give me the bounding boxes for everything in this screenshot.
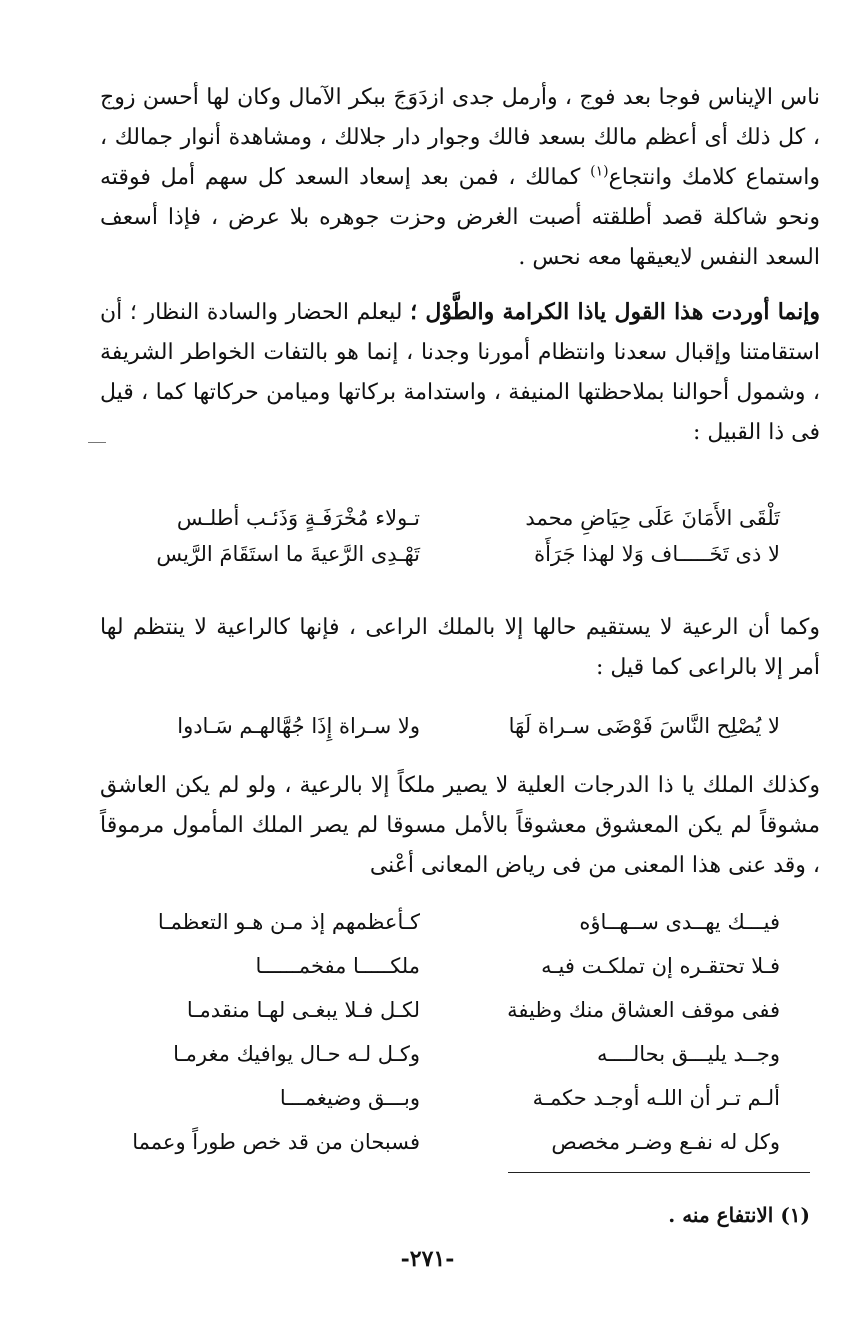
paragraph-text: ليعلم الحضار والسادة النظار ؛ أن استقامتنا وإقبال سعدنا وانتظام أمورنا وجدنا ، إنما هو بالتفات الخواطر الشريفة ، وشمول أحوالنا بملاحظتها المنيفة ، واستدامة بركاتها وميامن حركاتها كما ، قيل فى ذا القبيل : [100, 300, 820, 445]
prose-block-lower [100, 766, 820, 886]
verse-line [110, 1076, 780, 1120]
verse-second-hemistich: تـولاء مُخْرَفَـةٍ وَذَئـب أطلـس [176, 506, 420, 530]
verse-first-hemistich: لا ذى تَخَـــــاف وَلا لهذا جَرَأَة [534, 542, 780, 566]
verse-second-hemistich: كـأعظمهم إذ مـن هـو التعظمـا [157, 910, 420, 934]
paragraph-text: وكذلك الملك يا ذا الدرجات العلية لا يصير ملكاً إلا بالرعية ، ولو لم يكن العاشق مشوقاً لم يكن المعشوق معشوقاً بالأمل مسوقا لم يصر الملك المأمول مرموقاً ، وقد عنى هذا المعنى من فى رياض المعانى أعْنى [100, 773, 820, 878]
verse-second-hemistich: ملكـــــا مفخمــــــا [255, 954, 420, 978]
verse-second-hemistich: ولا سـراة إِذَا جُهَّالهـم سَـادوا [177, 714, 420, 738]
verse-second-hemistich: لكـل فـلا يبغـى لهـا منقدمـا [186, 998, 420, 1022]
paragraph [100, 608, 820, 688]
verse-line [110, 500, 780, 536]
verse-line [110, 988, 780, 1032]
verse-line [110, 708, 780, 744]
page-number: -٢٧١- [400, 1246, 455, 1272]
paragraph [100, 292, 820, 453]
verse-line [110, 536, 780, 572]
footnote-reference: (١) [590, 163, 609, 180]
verse-first-hemistich: ففى موقف العشاق منك وظيفة [507, 998, 780, 1022]
verse-second-hemistich: فسبحان من قد خص طوراً وعمما [132, 1130, 420, 1154]
verse-second-hemistich: تَهْـدِى الرَّعيةَ ما استَقَامَ الرَّيس [156, 542, 420, 566]
footnote: (١) الانتفاع منه . [668, 1203, 810, 1227]
verse-line [110, 900, 780, 944]
margin-mark [88, 442, 106, 443]
verse-second-hemistich: وكـل لـه حـال يوافيك مغرمـا [173, 1042, 420, 1066]
verse-block-poem [110, 900, 780, 1164]
paragraph-lead: وإنما أوردت هذا القول ياذا الكرامة والطَّوْل ؛ [410, 299, 821, 325]
verse-second-hemistich: وبـــق وضيغمـــا [279, 1086, 420, 1110]
prose-block-top [100, 78, 820, 453]
verse-first-hemistich: ألـم تـر أن اللـه أوجـد حكمـة [532, 1086, 780, 1110]
paragraph-text: وكما أن الرعية لا يستقيم حالها إلا بالملك الراعى ، فإنها كالراعية لا ينتظم لها أمر إلا بالراعى كما قيل : [100, 615, 820, 680]
paragraph-text: كمالك ، فمن بعد إسعاد السعد كل سهم أمل فوقته ونحو شاكلة قصد أطلقته أصبت الغرض وحزت جوهره بلا عرض ، فإذا أسعف السعد النفس لايعيقها معه نحس . [100, 165, 820, 270]
verse-line [110, 944, 780, 988]
verse-line [110, 1032, 780, 1076]
paragraph [100, 78, 820, 278]
verse-first-hemistich: لا يُصْلِح النَّاسَ فَوْضَى سـراة لَهَا [508, 714, 780, 738]
prose-block-middle [100, 608, 820, 688]
verse-first-hemistich: تَلْقَى الأَمَانَ عَلَى حِيَاضِ محمد [525, 506, 780, 530]
verse-first-hemistich: فيـــك يهــدى ســهــاؤه [579, 910, 780, 934]
footnote-separator [508, 1172, 810, 1173]
verse-block [110, 708, 780, 744]
verse-first-hemistich: وكل له نفـع وضـر مخصص [551, 1130, 780, 1154]
paragraph-text: ناس الإيناس فوجا بعد فوج ، وأرمل جدى ازدَوَجَ ببكر الآمال وكان لها أحسن زوج ، كل ذلك أى أعظم مالك بسعد فالك وجوار دار جلالك ، ومشاهدة أنوار جمالك ، واستماع كلامك وانتجاع [100, 85, 820, 190]
verse-first-hemistich: وجــد يليـــق بحالــــه [597, 1042, 780, 1066]
verse-block [110, 500, 780, 572]
paragraph [100, 766, 820, 886]
verse-line [110, 1120, 780, 1164]
verse-first-hemistich: فـلا تحتقـره إن تملكـت فيـه [541, 954, 780, 978]
